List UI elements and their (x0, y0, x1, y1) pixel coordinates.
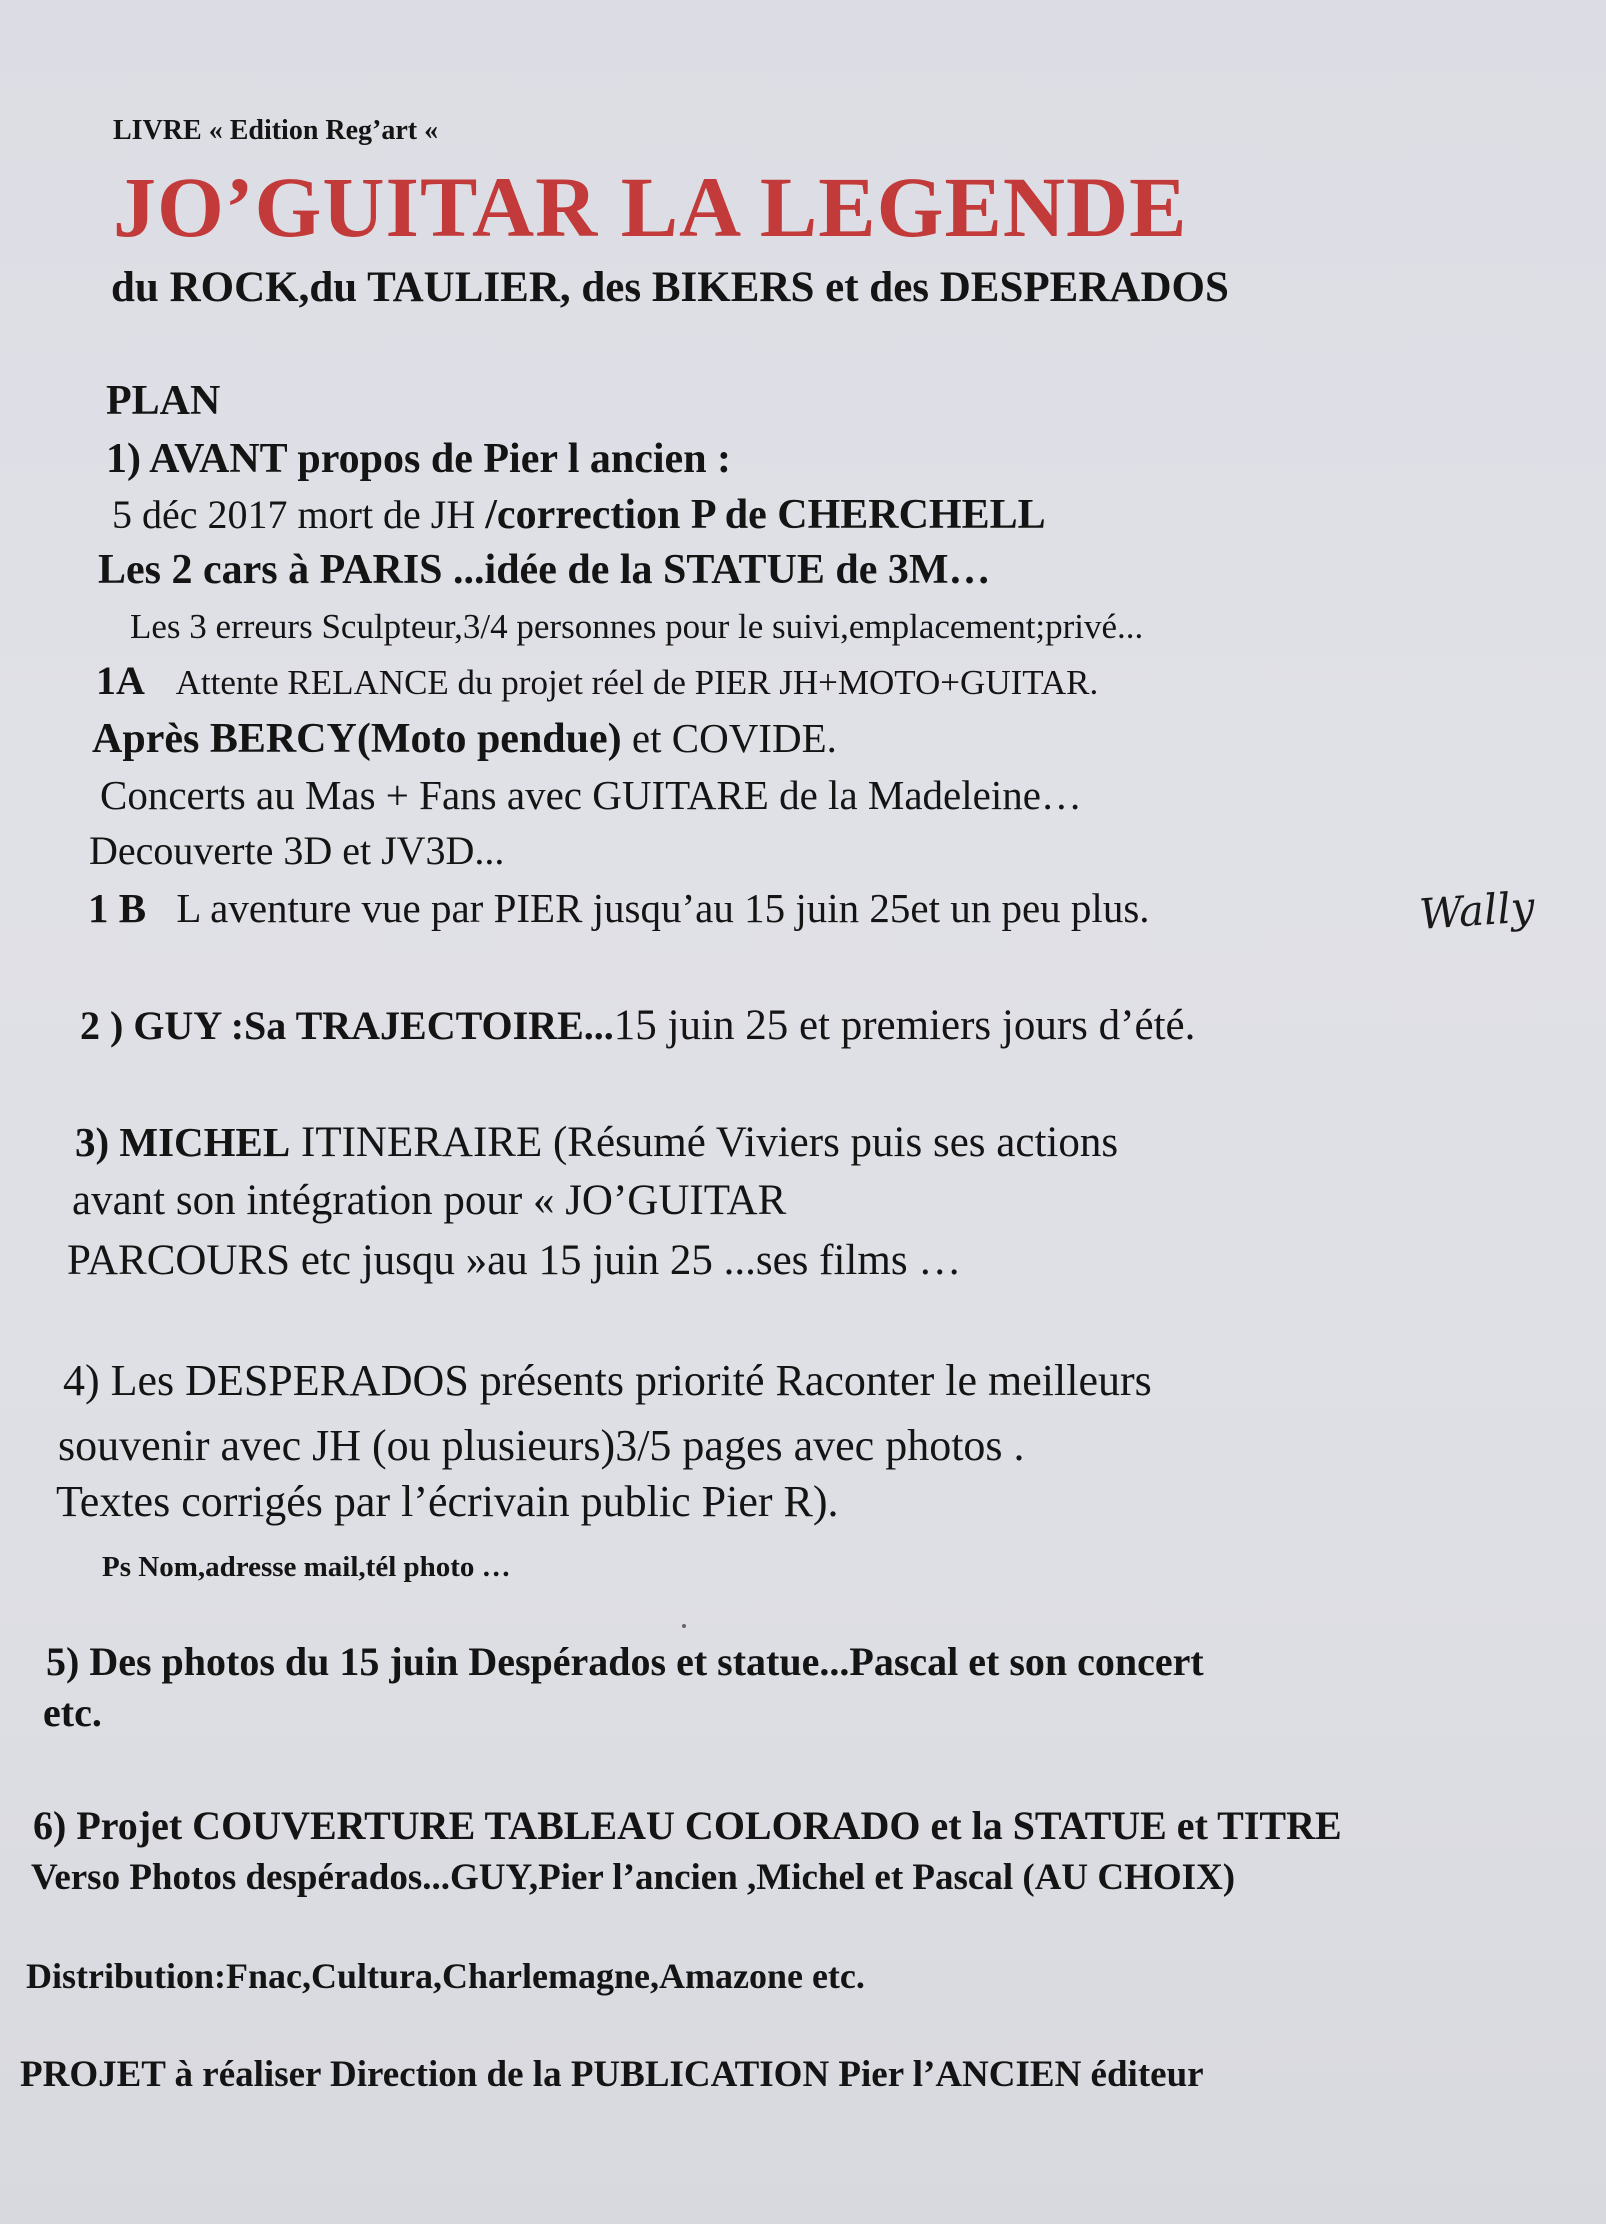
section-1a-line (96, 659, 1098, 703)
section-2-line (80, 1002, 1195, 1049)
handwritten-signature (1418, 880, 1588, 950)
section-1b-text: L aventure vue par PIER jusqu’au 15 juin 25et un peu plus. (176, 885, 1150, 931)
publication-footer: PROJET à réaliser Direction de la PUBLICATION Pier l’ANCIEN éditeur (20, 2054, 1204, 2095)
svg-text:Wally: Wally (1418, 882, 1537, 940)
book-subtitle: du ROCK,du TAULIER, des BIKERS et des DESPERADOS (111, 264, 1229, 311)
section-6-line-2: Verso Photos despérados...GUY,Pier l’ancien ,Michel et Pascal (AU CHOIX) (31, 1857, 1236, 1898)
section-3-itineraire: ITINERAIRE (Résumé Viviers puis ses actions (290, 1119, 1119, 1166)
section-1a-text: Attente RELANCE du projet réel de PIER JH+MOTO+GUITAR. (175, 663, 1099, 702)
section-4-line-3: Textes corrigés par l’écrivain public Pier R). (56, 1477, 839, 1526)
section-1-line-7: Decouverte 3D et JV3D... (89, 828, 505, 873)
distribution-line: Distribution:Fnac,Cultura,Charlemagne,Amazone etc. (26, 1956, 865, 1996)
section-4-ps: Ps Nom,adresse mail,tél photo … (102, 1551, 511, 1583)
book-title: JO’GUITAR LA LEGENDE (113, 159, 1188, 255)
section-1a-label: 1A (96, 658, 145, 703)
section-1-line-3: Les 3 erreurs Sculpteur,3/4 personnes pour le suivi,emplacement;privé... (130, 607, 1144, 646)
section-1b-label: 1 B (88, 885, 147, 931)
section-1-line-2: Les 2 cars à PARIS ...idée de la STATUE de 3M… (98, 547, 991, 593)
section-1-line-1-date: 5 déc 2017 mort de JH (112, 492, 486, 537)
section-1-title: 1) AVANT propos de Pier l ancien : (106, 436, 732, 482)
section-4-line-2: souvenir avec JH (ou plusieurs)3/5 pages avec photos . (58, 1421, 1025, 1470)
section-4-line-1: 4) Les DESPERADOS présents priorité Raconter le meilleurs (63, 1356, 1152, 1405)
section-3-line-2: avant son intégration pour « JO’GUITAR (72, 1177, 787, 1224)
section-3-line-3: PARCOURS etc jusqu »au 15 juin 25 ...ses films … (67, 1237, 962, 1284)
section-6-line-1: 6) Projet COUVERTURE TABLEAU COLORADO et la STATUE et TITRE (33, 1803, 1342, 1848)
section-5-line-2: etc. (43, 1690, 102, 1735)
section-1b-line (88, 886, 1150, 931)
plan-heading: PLAN (106, 378, 221, 424)
section-2-guy: 2 ) GUY :Sa TRAJECTOIRE... (80, 1003, 614, 1048)
section-5-line-1: 5) Des photos du 15 juin Despérados et statue...Pascal et son concert (46, 1639, 1204, 1684)
section-1-bercy: Après BERCY(Moto pendue) (92, 716, 622, 762)
section-1-line-1-correction: /correction P de CHERCHELL (485, 492, 1046, 538)
stray-mark (682, 1624, 686, 1628)
section-1-line-1 (112, 492, 1046, 538)
section-1-covide: et COVIDE. (621, 715, 837, 761)
section-3-line-1 (75, 1119, 1118, 1166)
section-1-line-5 (92, 716, 837, 762)
section-1-line-6: Concerts au Mas + Fans avec GUITARE de la Madeleine… (100, 772, 1082, 818)
section-3-michel: 3) MICHEL (75, 1119, 291, 1165)
book-edition-line: LIVRE « Edition Reg’art « (113, 115, 439, 146)
section-2-rest: 15 juin 25 et premiers jours d’été. (613, 1002, 1196, 1049)
